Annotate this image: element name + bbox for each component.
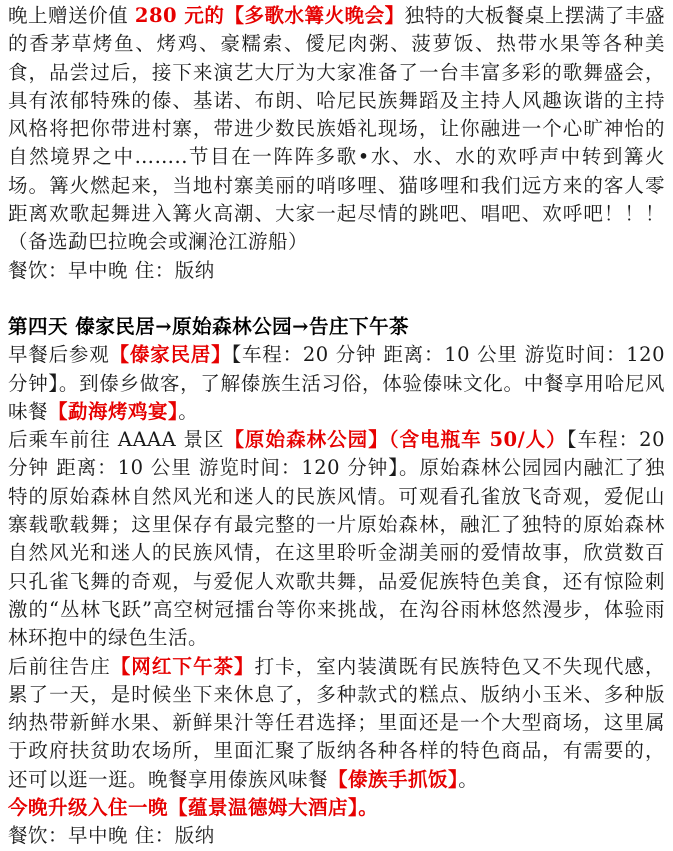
highlighted-text: 【勐海烤鸡宴】: [48, 399, 179, 423]
day4-afternoon-tea-paragraph: [8, 653, 665, 794]
section-spacer: [8, 285, 665, 313]
body-text: 打卡，室内装潢既有民族特色又不失现代感，累了一天，是时候坐下来休息了，多种款式的糕点、版纳小玉米、多种版纳热带新鲜水果、新鲜果汁等任君选择；里面还是一个大型商场，这里属于政府扶贫助农场所，里面汇聚了版纳各种各样的特色商品，有需要的，还可以逛一逛。晚餐享用傣族风味餐: [8, 654, 665, 791]
day4-hotel-upgrade: [8, 794, 665, 822]
highlighted-text: 280 元的【多歌水篝火晚会】: [134, 4, 405, 27]
body-text: 。: [178, 399, 199, 423]
day4-heading: 第四天 傣家民居→原始森林公园→告庄下午茶: [8, 314, 409, 338]
day4-forest-park-paragraph: [8, 426, 665, 652]
body-text: 【车程：20 分钟 距离：10 公里 游览时间：120 分钟】。原始森林公园园内融汇了独特的原始森林自然风光和迷人的民族风情。可观看孔雀放飞奇观，爱伲山寨载歌载舞；这里保存有最完整的一片原始森林，融汇了独特的原始森林自然风光和迷人的民族风情，在这里聆听金湖美丽的爱情故事，欣赏数百只孔雀飞舞的奇观，与爱伲人欢歌共舞，品爱伲族特色美食，还有惊险刺激的“丛林飞跃”高空树冠擂台等你来挑战，在沟谷雨林悠然漫步，体验雨林环抱中的绿色生活。: [8, 428, 665, 650]
highlighted-text: 【原始森林公园】（含电瓶车 50/人）: [224, 428, 567, 452]
highlighted-text: 【网红下午茶】: [110, 654, 255, 678]
body-text: 后乘车前往 AAAA 景区: [8, 428, 225, 452]
body-text: 后前往告庄: [8, 654, 111, 678]
day4-meals-lodging: 餐饮：早中晚 住：版纳: [8, 824, 215, 848]
highlighted-text: 今晚升级入住一晚【蕴景温德姆大酒店】。: [8, 796, 379, 820]
day3-evening-paragraph: [8, 2, 665, 257]
body-text: 【车程：20 分钟 距离：10 公里 游览时间：120 分钟】。到傣乡做客，了解傣族生活习俗，体验傣味文化。中餐享用哈尼风味餐: [8, 343, 665, 423]
body-text: 晚上赠送价值: [8, 4, 135, 27]
highlighted-text: 【傣族手抓饭】: [328, 767, 459, 791]
body-text: 。: [458, 767, 479, 791]
day4-dai-house-paragraph: [8, 341, 665, 426]
body-text: 独特的大板餐桌上摆满了丰盛的香茅草烤鱼、烤鸡、豪糯索、僾尼肉粥、菠萝饭、热带水果等各种美食，品尝过后，接下来演艺大厅为大家准备了一台丰富多彩的歌舞盛会，具有浓郁特殊的傣、基诺、布朗、哈尼民族舞蹈及主持人风趣诙谐的主持风格将把你带进村寨，带进少数民族婚礼现场，让你融进一个心旷神怡的自然境界之中……..节目在一阵阵多歌•水、水、水的欢呼声中转到篝火场。篝火燃起来，当地村寨美丽的哨哆哩、猫哆哩和我们远方来的客人零距离欢歌起舞进入篝火高潮、大家一起尽情的跳吧、唱吧、欢呼吧！！！（备选勐巴拉晚会或澜沧江游船）: [8, 4, 665, 254]
body-text: 早餐后参观: [8, 343, 110, 367]
highlighted-text: 【傣家民居】: [109, 343, 232, 367]
day3-meals-lodging: 餐饮：早中晚 住：版纳: [8, 258, 215, 282]
